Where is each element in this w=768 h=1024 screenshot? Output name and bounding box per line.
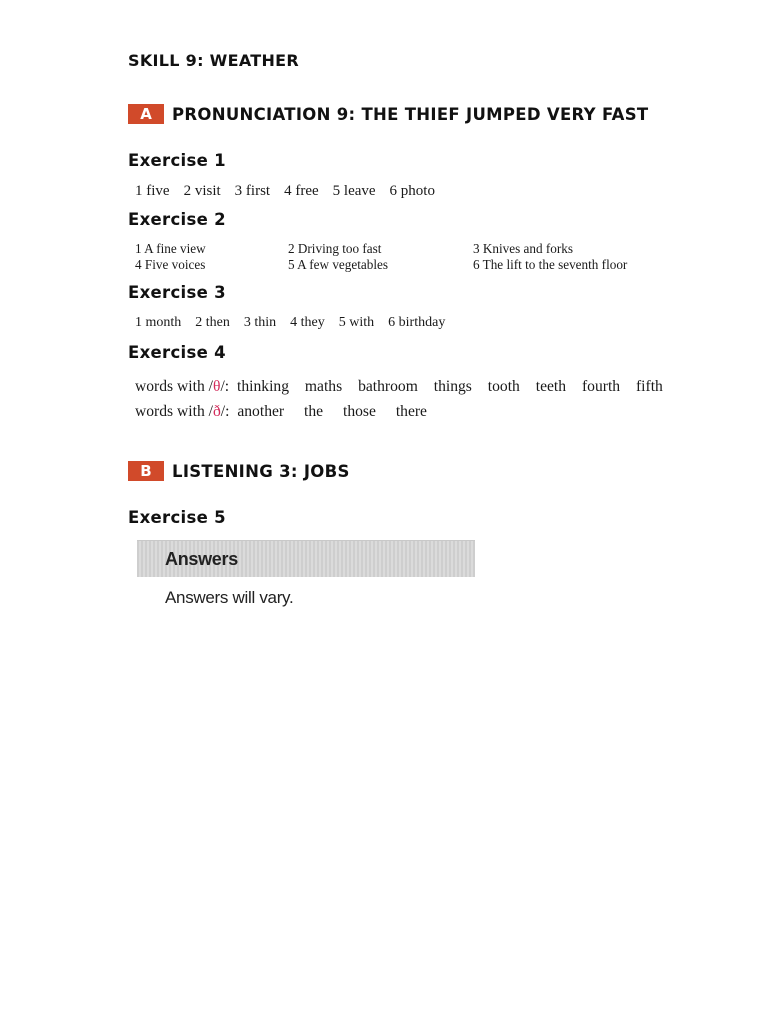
answers-header-bar bbox=[137, 540, 475, 577]
exercise-1-answers bbox=[135, 183, 449, 200]
exercise-4-prefix: words with / bbox=[135, 378, 213, 395]
exercise-4-suffix: /: bbox=[220, 403, 230, 420]
exercise-2-heading: Exercise 2 bbox=[128, 210, 226, 229]
exercise-4-suffix: /: bbox=[220, 378, 230, 395]
section-a-title: PRONUNCIATION 9: THE THIEF JUMPED VERY FAST bbox=[172, 104, 649, 124]
exercise-1-item: 3 first bbox=[234, 183, 271, 199]
exercise-1-item: 1 five bbox=[135, 183, 170, 199]
section-b-heading bbox=[128, 461, 350, 481]
exercise-4-word: thinking bbox=[237, 378, 290, 395]
exercise-5-heading: Exercise 5 bbox=[128, 508, 226, 527]
exercise-4-word: those bbox=[342, 403, 376, 420]
exercise-2-item: 5 A few vegetables bbox=[288, 257, 388, 272]
exercise-2-item: 6 The lift to the seventh floor bbox=[473, 257, 628, 272]
exercise-2-item: 4 Five voices bbox=[135, 257, 206, 272]
exercise-2-row bbox=[135, 257, 627, 273]
exercise-3-item: 3 thin bbox=[243, 315, 277, 330]
exercise-4-word: the bbox=[304, 403, 324, 420]
exercise-2-item: 1 A fine view bbox=[135, 241, 206, 256]
exercise-3-heading: Exercise 3 bbox=[128, 283, 226, 302]
page-title: SKILL 9: WEATHER bbox=[128, 51, 300, 70]
exercise-2-item: 3 Knives and forks bbox=[473, 241, 573, 256]
exercise-4-word: things bbox=[433, 378, 472, 395]
section-a-heading bbox=[128, 104, 648, 124]
exercise-4-heading: Exercise 4 bbox=[128, 343, 226, 362]
exercise-4-row-theta bbox=[135, 377, 663, 402]
section-a-badge: A bbox=[128, 104, 164, 124]
exercise-4-answers bbox=[135, 377, 663, 427]
exercise-1-item: 2 visit bbox=[183, 183, 221, 199]
section-b-title: LISTENING 3: JOBS bbox=[172, 461, 350, 481]
exercise-4-row-eth bbox=[135, 402, 663, 427]
exercise-4-word: tooth bbox=[487, 378, 520, 395]
exercise-1-item: 4 free bbox=[284, 183, 319, 199]
exercise-3-item: 6 birthday bbox=[388, 315, 446, 330]
exercise-2-answers bbox=[135, 241, 627, 273]
exercise-4-word: there bbox=[395, 403, 427, 420]
exercise-3-answers bbox=[135, 315, 459, 331]
exercise-3-item: 1 month bbox=[135, 315, 182, 330]
section-b-badge: B bbox=[128, 461, 164, 481]
exercise-4-word: teeth bbox=[535, 378, 567, 395]
exercise-1-item: 5 leave bbox=[332, 183, 376, 199]
exercise-4-prefix: words with / bbox=[135, 403, 213, 420]
answers-text: Answers will vary. bbox=[165, 588, 294, 607]
exercise-4-word: fourth bbox=[581, 378, 621, 395]
exercise-2-item: 2 Driving too fast bbox=[288, 241, 382, 256]
exercise-3-item: 4 they bbox=[290, 315, 325, 330]
phonetic-symbol: ð bbox=[212, 403, 221, 420]
exercise-1-heading: Exercise 1 bbox=[128, 151, 226, 170]
answers-box bbox=[137, 540, 475, 616]
exercise-4-word: maths bbox=[304, 378, 343, 395]
exercise-3-item: 5 with bbox=[338, 315, 375, 330]
exercise-2-row bbox=[135, 241, 627, 257]
exercise-4-word: fifth bbox=[635, 378, 663, 395]
exercise-4-word: bathroom bbox=[358, 378, 418, 395]
phonetic-symbol: θ bbox=[212, 378, 221, 395]
exercise-1-item: 6 photo bbox=[389, 183, 435, 199]
exercise-3-item: 2 then bbox=[195, 315, 230, 330]
answers-title: Answers bbox=[165, 549, 238, 569]
exercise-4-word: another bbox=[237, 403, 285, 420]
